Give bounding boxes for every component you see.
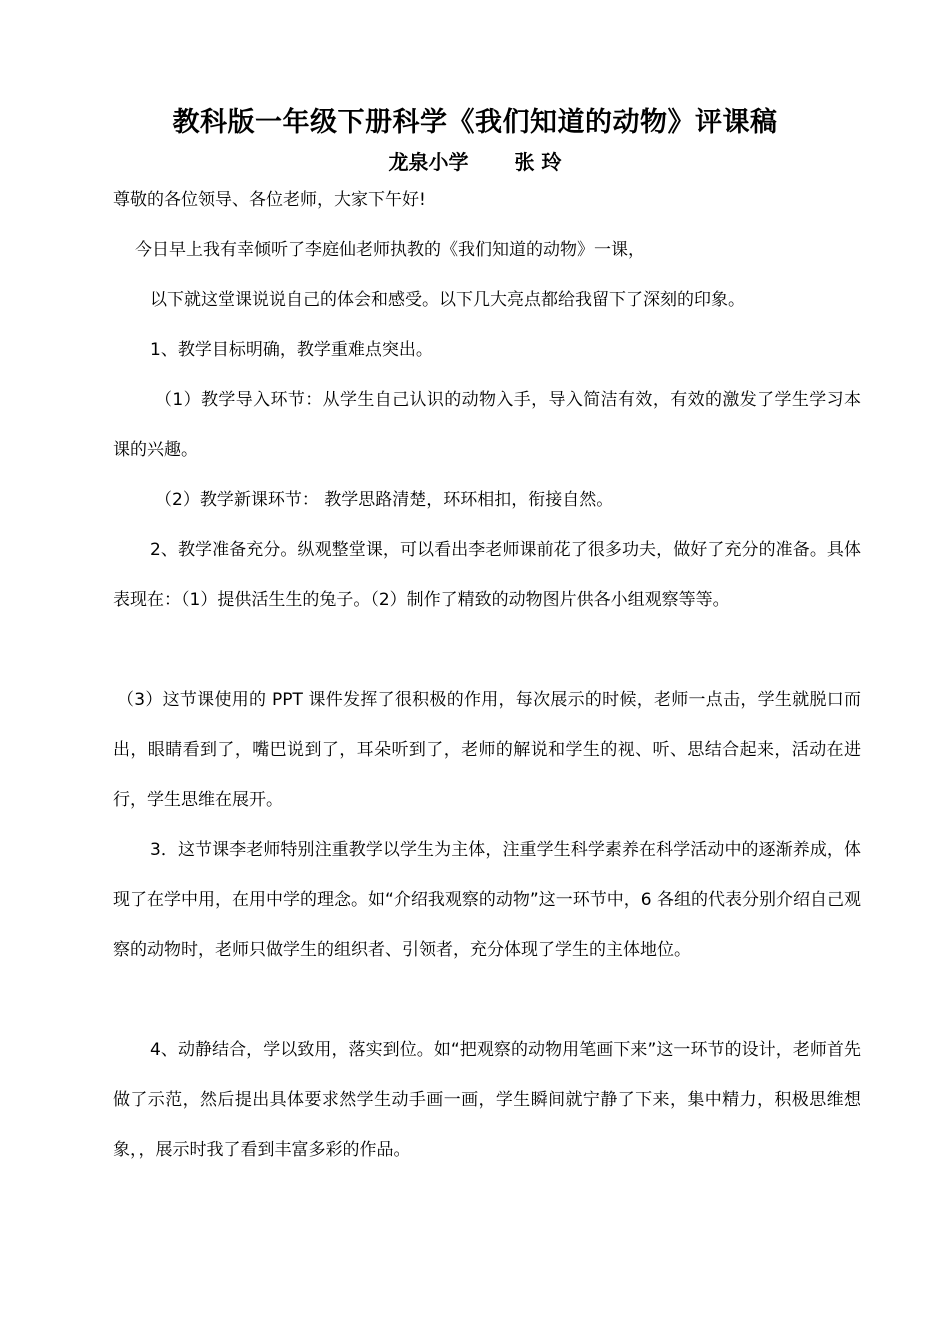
point-4: 4、动静结合，学以致用，落实到位。如“把观察的动物用笔画下来”这一环节的设计，老师首先做了示范，然后提出具体要求然学生动手画一画，学生瞬间就宁静了下来，集中精力，积极思维想象，，展示时我了看到丰富多彩的作品。 <box>113 1040 861 1160</box>
point-1-sub-2: （2）教学新课环节： 教学思路清楚，环环相扣，衔接自然。 <box>155 490 614 510</box>
greeting: 尊敬的各位领导、各位老师，大家下午好! <box>113 190 426 210</box>
point-1-sub-1: （1）教学导入环节：从学生自己认识的动物入手，导入简洁有效，有效的激发了学生学习本课的兴趣。 <box>113 390 861 460</box>
document-byline <box>0 146 950 178</box>
point-3: 3．这节课李老师特别注重教学以学生为主体，注重学生科学素养在科学活动中的逐渐养成，体现了在学中用，在用中学的理念。如“介绍我观察的动物”这一环节中，6 各组的代表分别介绍自己观察的动物时，老师只做学生的组织者、引领者，充分体现了学生的主体地位。 <box>113 840 861 960</box>
author-name: 张 玲 <box>514 150 562 174</box>
point-2-sub-3: （3）这节课使用的 PPT 课件发挥了很积极的作用，每次展示的时候，老师一点击，学生就脱口而出，眼睛看到了，嘴巴说到了，耳朵听到了，老师的解说和学生的视、听、思结合起来，活动在进行，学生思维在展开。 <box>113 690 861 810</box>
point-1-heading: 1、教学目标明确，教学重难点突出。 <box>150 340 433 360</box>
document-title: 教科版一年级下册科学《我们知道的动物》评课稿 <box>172 107 778 138</box>
point-2: 2、教学准备充分。纵观整堂课，可以看出李老师课前花了很多功夫，做好了充分的准备。具体表现在：（1）提供活生生的兔子。（2）制作了精致的动物图片供各小组观察等等。 <box>113 540 861 610</box>
intro-line-1: 今日早上我有幸倾听了李庭仙老师执教的《我们知道的动物》一课， <box>135 240 645 260</box>
intro-line-2: 以下就这堂课说说自己的体会和感受。以下几大亮点都给我留下了深刻的印象。 <box>150 290 745 310</box>
school-name: 龙泉小学 <box>388 150 469 174</box>
